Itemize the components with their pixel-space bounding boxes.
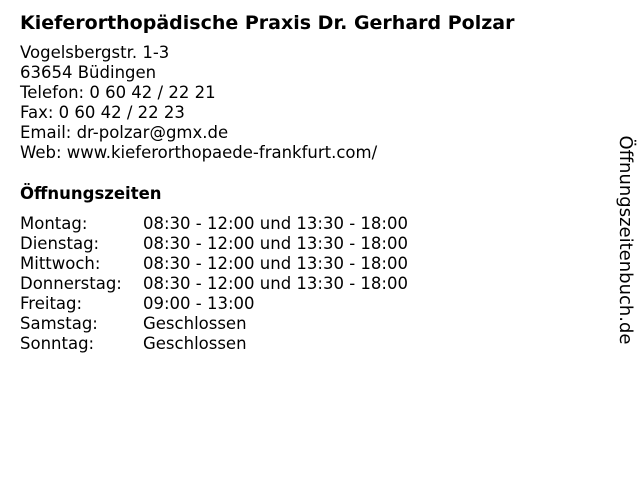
- hours-row: [20, 334, 408, 354]
- hours-time: 08:30 - 12:00 und 13:30 - 18:00: [143, 254, 408, 273]
- hours-row: [20, 294, 408, 314]
- hours-time: 08:30 - 12:00 und 13:30 - 18:00: [143, 274, 408, 293]
- hours-day: Freitag:: [20, 294, 83, 313]
- hours-row: [20, 314, 408, 334]
- hours-time: 08:30 - 12:00 und 13:30 - 18:00: [143, 234, 408, 253]
- page-title: Kieferorthopädische Praxis Dr. Gerhard Polzar: [20, 12, 515, 34]
- hours-row: [20, 214, 408, 234]
- hours-day: Dienstag:: [20, 234, 100, 253]
- hours-time: Geschlossen: [143, 334, 247, 353]
- hours-row: [20, 234, 408, 254]
- watermark-text: Öffnungszeitenbuch.de: [615, 135, 636, 345]
- opening-hours-table: [20, 214, 408, 354]
- hours-time: 09:00 - 13:00: [143, 294, 255, 313]
- hours-time: Geschlossen: [143, 314, 247, 333]
- phone-text: Telefon: 0 60 42 / 22 21: [20, 83, 216, 102]
- hours-day: Sonntag:: [20, 334, 95, 353]
- opening-hours-heading: Öffnungszeiten: [20, 184, 162, 203]
- hours-day: Mittwoch:: [20, 254, 101, 273]
- web-text: Web: www.kieferorthopaede-frankfurt.com/: [20, 143, 378, 162]
- hours-time: 08:30 - 12:00 und 13:30 - 18:00: [143, 214, 408, 233]
- address-street: Vogelsbergstr. 1-3: [20, 43, 170, 62]
- fax-text: Fax: 0 60 42 / 22 23: [20, 103, 185, 122]
- hours-row: [20, 274, 408, 294]
- hours-day: Donnerstag:: [20, 274, 122, 293]
- email-text: Email: dr-polzar@gmx.de: [20, 123, 229, 142]
- address-city: 63654 Büdingen: [20, 63, 157, 82]
- hours-row: [20, 254, 408, 274]
- hours-day: Montag:: [20, 214, 88, 233]
- hours-day: Samstag:: [20, 314, 98, 333]
- contact-block: [20, 43, 377, 163]
